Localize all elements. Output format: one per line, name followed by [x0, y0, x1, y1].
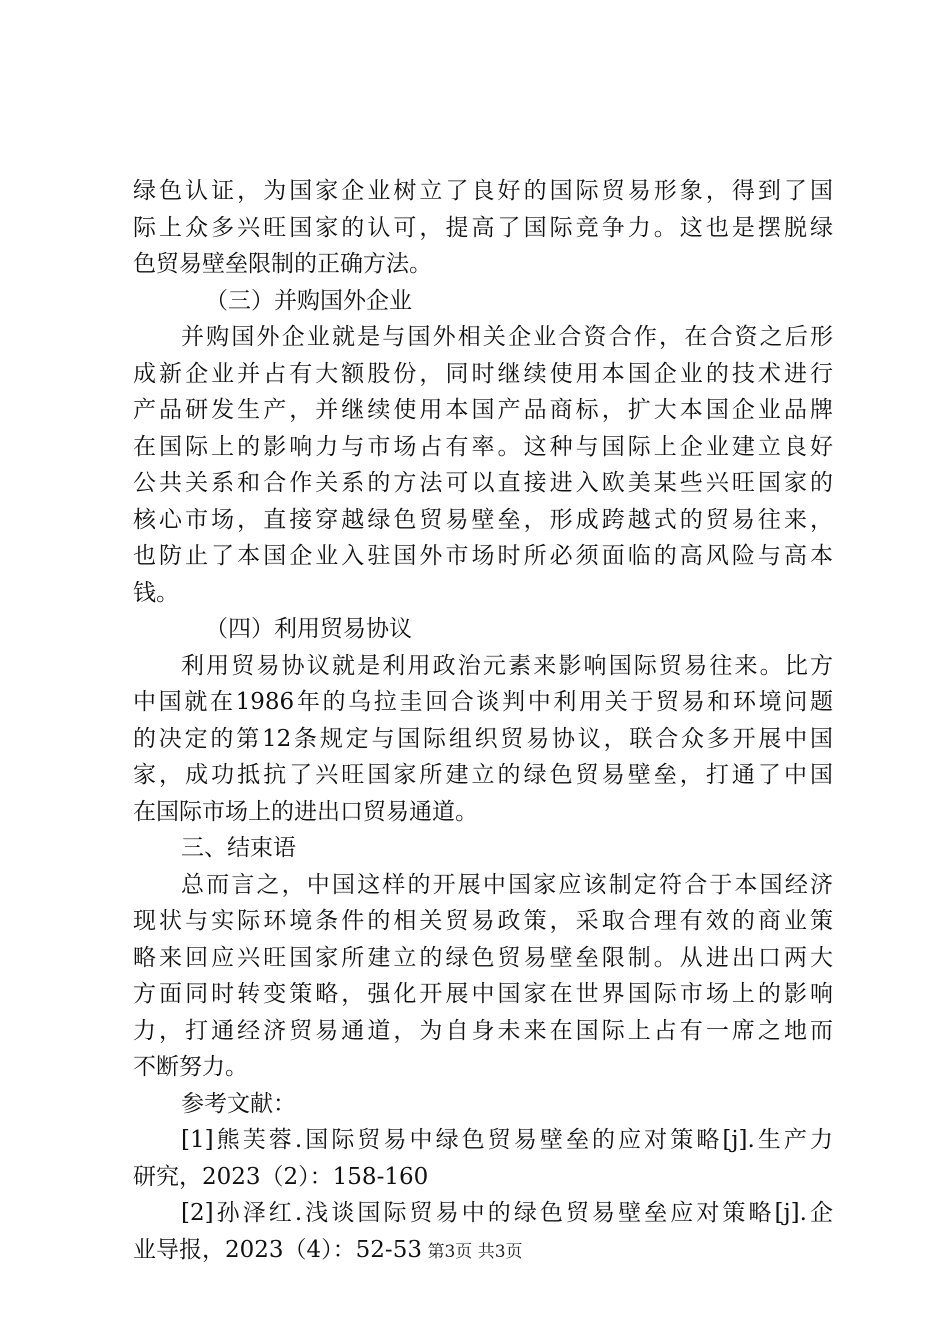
page-number-footer: 第3页 共3页	[427, 1242, 523, 1262]
paragraph-line: 钱。	[133, 579, 179, 606]
paragraph-line: 成新企业并占有大额股份，同时继续使用本国企业的技术进行	[133, 360, 833, 387]
paragraph-line: 际上众多兴旺国家的认可，提高了国际竞争力。这也是摆脱绿	[133, 214, 833, 241]
reference-line: [2]孙泽红.浅谈国际贸易中的绿色贸易壁垒应对策略[j].企	[181, 1200, 833, 1226]
paragraph-line: 方面同时转变策略，强化开展中国家在世界国际市场上的影响	[133, 981, 833, 1007]
paragraph-line: 家，成功抵抗了兴旺国家所建立的绿色贸易壁垒，打通了中国	[133, 762, 833, 788]
paragraph-line: 色贸易壁垒限制的正确方法。	[133, 251, 432, 277]
section-heading: （三）并购国外企业	[205, 287, 412, 314]
paragraph-line: 力，打通经济贸易通道，为自身未来在国际上占有一席之地而	[133, 1017, 833, 1044]
section-heading: 三、结束语	[181, 835, 296, 861]
references-heading: 参考文献：	[181, 1090, 296, 1117]
paragraph-line: 利用贸易协议就是利用政治元素来影响国际贸易往来。比方	[181, 652, 833, 679]
paragraph-line: 并购国外企业就是与国外相关企业合资合作，在合资之后形	[181, 324, 833, 350]
paragraph-line: 不断努力。	[133, 1054, 248, 1080]
paragraph-line: 公共关系和合作关系的方法可以直接进入欧美某些兴旺国家的	[133, 470, 833, 496]
reference-line: 业导报，2023（4）：52-53	[133, 1236, 422, 1263]
paragraph-line: 在国际上的影响力与市场占有率。这种与国际上企业建立良好	[133, 433, 833, 460]
paragraph-line: 核心市场，直接穿越绿色贸易壁垒，形成跨越式的贸易往来，	[133, 506, 833, 533]
reference-line: [1]熊芙蓉.国际贸易中绿色贸易壁垒的应对策略[j].生产力	[181, 1127, 833, 1153]
paragraph-line: 现状与实际环境条件的相关贸易政策，采取合理有效的商业策	[133, 908, 833, 934]
reference-line: 研究，2023（2）：158-160	[133, 1163, 429, 1190]
document-body	[133, 173, 833, 1268]
paragraph-line: 总而言之，中国这样的开展中国家应该制定符合于本国经济	[181, 871, 833, 898]
paragraph-line: 绿色认证，为国家企业树立了良好的国际贸易形象，得到了国	[133, 178, 833, 204]
paragraph-line: 的决定的第12条规定与国际组织贸易协议，联合众多开展中国	[133, 725, 833, 752]
paragraph-line: 也防止了本国企业入驻国外市场时所必须面临的高风险与高本	[133, 543, 833, 569]
paragraph-line: 产品研发生产，并继续使用本国产品商标，扩大本国企业品牌	[133, 397, 833, 423]
paragraph-line: 在国际市场上的进出口贸易通道。	[133, 798, 478, 825]
paragraph-line: 中国就在1986年的乌拉圭回合谈判中利用关于贸易和环境问题	[133, 689, 833, 715]
section-heading: （四）利用贸易协议	[205, 616, 412, 642]
paragraph-line: 略来回应兴旺国家所建立的绿色贸易壁垒限制。从进出口两大	[133, 944, 833, 971]
